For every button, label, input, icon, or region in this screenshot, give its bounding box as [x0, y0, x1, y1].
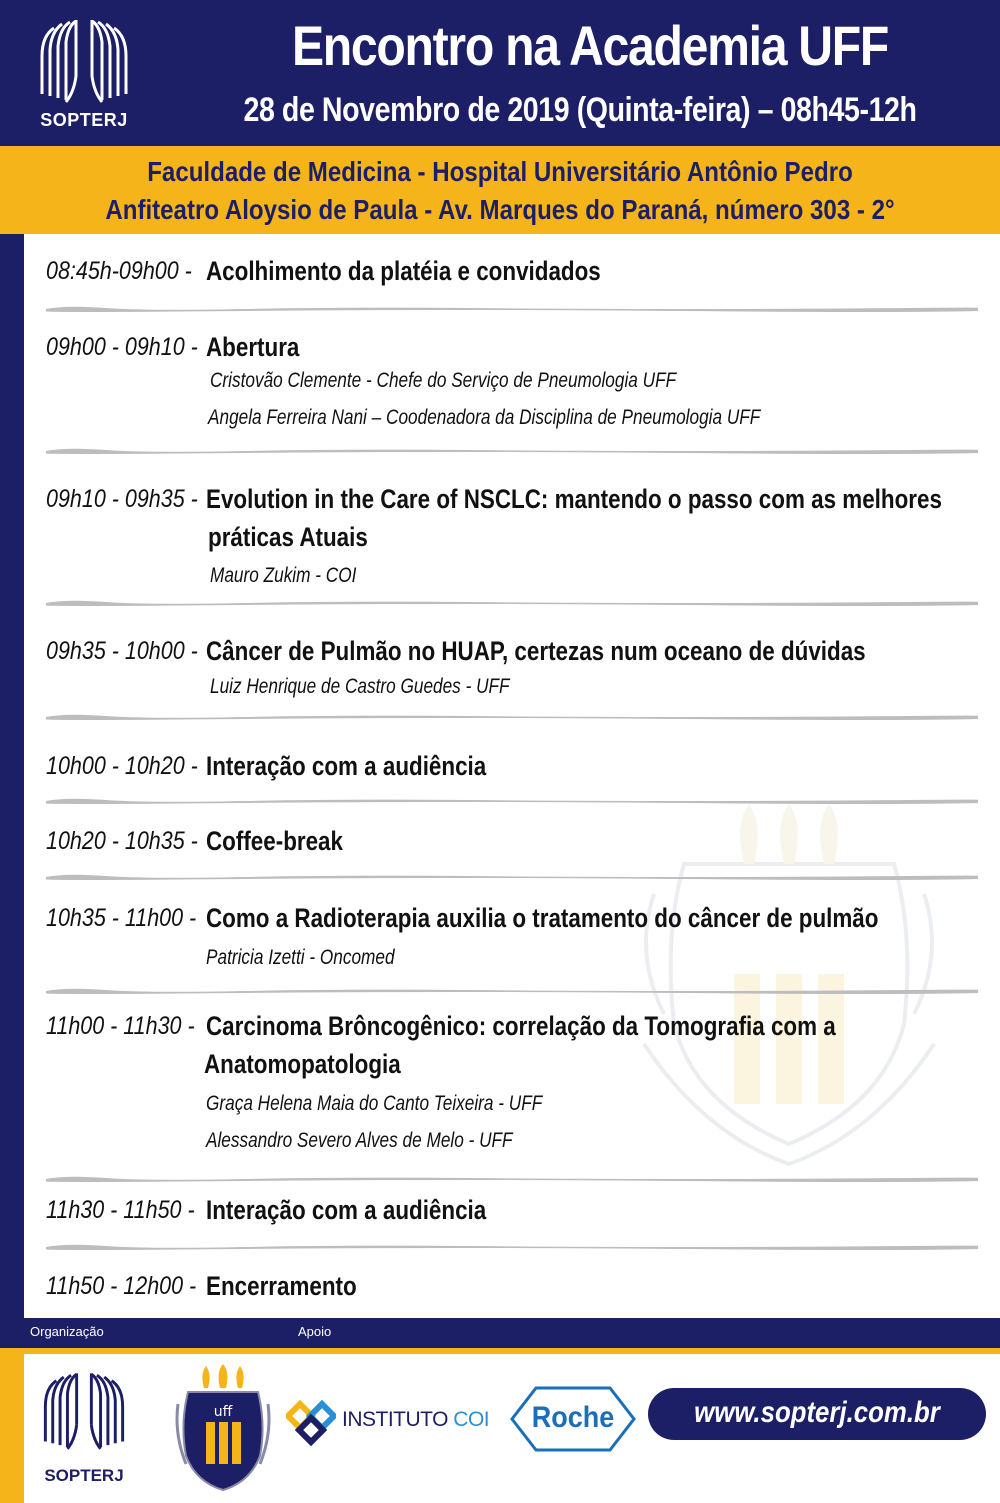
venue-line-2: Anfiteatro Aloysio de Paula - Av. Marques do Paraná, número 303 - 2° [105, 194, 895, 225]
item-time: 10h00 - 10h20 - [46, 752, 198, 780]
item-time: 11h50 - 12h00 - [46, 1272, 197, 1300]
header [0, 0, 1000, 146]
sponsor-logos [24, 1354, 1000, 1503]
item-title: Encerramento [206, 1271, 357, 1301]
item-title: Evolution in the Care of NSCLC: mantendo o passo com as melhores [206, 484, 942, 514]
lung-bars-icon [34, 16, 134, 108]
item-title: Interação com a audiência [206, 751, 487, 781]
item-time: 10h20 - 10h35 - [46, 827, 198, 855]
program-item [24, 632, 1000, 698]
item-time: 11h30 - 11h50 - [46, 1196, 195, 1224]
divider [46, 796, 978, 806]
item-time: 10h35 - 11h00 - [46, 904, 197, 932]
uff-crest-icon [174, 1364, 272, 1494]
website-badge[interactable] [648, 1388, 986, 1440]
divider [46, 446, 978, 456]
item-time: 08:45h-09h00 - [46, 257, 192, 285]
item-speaker: Luiz Henrique de Castro Guedes - UFF [210, 675, 510, 698]
page-title: Encontro na Academia UFF [291, 14, 889, 77]
item-title: Carcinoma Brôncogênico: correlação da Tomografia com a [206, 1011, 836, 1041]
item-speaker: Mauro Zukim - COI [210, 564, 357, 587]
website-link[interactable]: www.sopterj.com.br [694, 1396, 940, 1429]
event-date: 28 de Novembro de 2019 (Quinta-feira) – 08h45-12h [243, 91, 917, 129]
program-item [24, 480, 1000, 587]
program-item [24, 899, 1000, 969]
divider [46, 986, 978, 996]
divider [46, 304, 978, 314]
item-speaker: Graça Helena Maia do Canto Teixeira - UFF [206, 1092, 543, 1115]
divider [46, 712, 978, 722]
program-item [24, 328, 1000, 429]
svg-text:uff: uff [213, 1404, 233, 1420]
item-time: 09h00 - 09h10 - [46, 333, 198, 361]
venue-line-1: Faculdade de Medicina - Hospital Universitário Antônio Pedro [147, 156, 853, 187]
organization-label: Organização [30, 1324, 104, 1339]
item-title-cont: práticas Atuais [208, 522, 368, 552]
sopterj-logo [34, 16, 134, 132]
item-time: 11h00 - 11h30 - [46, 1012, 195, 1040]
support-label: Apoio [298, 1324, 332, 1339]
logo-text: SOPTERJ [40, 110, 128, 130]
program-item [24, 1191, 1000, 1229]
item-speaker: Alessandro Severo Alves de Melo - UFF [206, 1129, 513, 1152]
item-time: 09h35 - 10h00 - [46, 637, 198, 665]
roche-text: Roche [531, 1401, 615, 1434]
sopterj-logo-footer [38, 1362, 130, 1494]
divider [46, 872, 978, 882]
lung-bars-icon [38, 1362, 130, 1462]
coi-text-prefix: INSTITUTO [342, 1408, 454, 1431]
program-item [24, 1007, 1000, 1152]
item-title: Interação com a audiência [206, 1195, 487, 1225]
divider [46, 1174, 978, 1184]
item-title: Como a Radioterapia auxilia o tratamento do câncer de pulmão [206, 903, 879, 933]
item-title-cont: Anatomopatologia [204, 1049, 401, 1079]
program-item [24, 1267, 1000, 1305]
coi-knot-icon [286, 1396, 336, 1446]
coi-text-suffix: COI [453, 1408, 490, 1431]
item-speaker: Cristovão Clemente - Chefe do Serviço de Pneumologia UFF [210, 369, 677, 392]
item-title: Abertura [206, 332, 300, 362]
sponsor-bar [0, 1348, 1000, 1503]
item-time: 09h10 - 09h35 - [46, 485, 198, 513]
divider [46, 598, 978, 608]
program-item [24, 252, 1000, 290]
venue-banner [0, 146, 1000, 234]
program-panel [24, 234, 1000, 1318]
instituto-coi-logo [286, 1396, 496, 1446]
roche-logo [508, 1384, 638, 1454]
item-speaker: Angela Ferreira Nani – Coodenadora da Disciplina de Pneumologia UFF [208, 406, 761, 429]
logo-text: SOPTERJ [44, 1466, 124, 1485]
item-title: Acolhimento da platéia e convidados [206, 256, 601, 286]
item-speaker: Patricia Izetti - Oncomed [206, 946, 395, 969]
item-title: Coffee-break [206, 826, 343, 856]
footer-labels [0, 1318, 1000, 1348]
program-item [24, 822, 1000, 860]
item-title: Câncer de Pulmão no HUAP, certezas num oceano de dúvidas [206, 636, 866, 666]
program-item [24, 747, 1000, 785]
divider [46, 1242, 978, 1252]
